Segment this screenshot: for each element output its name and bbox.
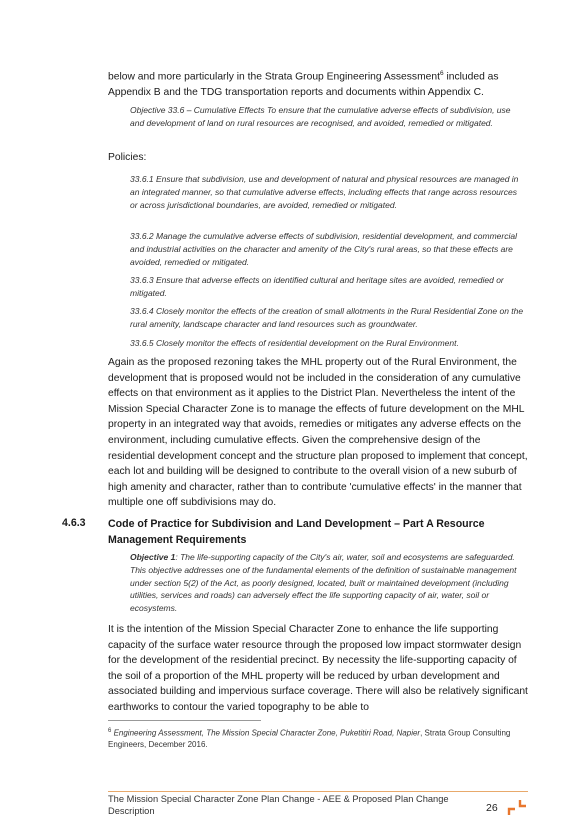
policy-33-6-2: 33.6.2 Manage the cumulative adverse effects of subdivision, residential development, and commercial and industrial activities on the character and amenity of the City's rural areas, so that these effects are avoided, remedied or mitigated. <box>130 231 517 267</box>
objective-33-6: Objective 33.6 – Cumulative Effects To ensure that the cumulative adverse effects of subdivision, use and development of land on rural resources are recognised, and avoided, remedied or mitigated. <box>130 105 511 128</box>
footnote-source: , Strata Group Consulting Engineers, December 2016. <box>108 728 511 750</box>
paragraph-again: Again as the proposed rezoning takes the MHL property out of the Rural Environment, the development that is proposed would not be included in the consideration of any cumulative effects on that environment as it applies to the District Plan. Nevertheless the intent of the Mission Special Character Zone is to manage the effects of future development on the MHL property in an integrated way that avoids, remedies or mitigates any adverse effects on the environment, including cumulative effects. Given the comprehensive design of the residential development concept and the structure plan proposed to implement that concept, each lot and building will be designed to contribute to the overall vision of a new suburb of high amenity and character, rather than to contribute 'cumulative effects' in the manner that multiple one off subdivisions may do. <box>108 357 528 509</box>
footer-title: The Mission Special Character Zone Plan Change - AEE & Proposed Plan Change Description <box>108 794 449 816</box>
footnote-marker: 6 <box>108 728 112 734</box>
policy-33-6-1: 33.6.1 Ensure that subdivision, use and development of natural and physical resources are managed in an integrated manner, so that cumulative adverse effects, including effects that range across resources or across jurisdictional boundaries, are avoided, remedied or mitigated. <box>130 174 519 210</box>
objective-1 <box>130 551 525 615</box>
objective-1-text: : The life-supporting capacity of the City's air, water, soil and ecosystems are safeguarded. This objective addresses one of the fundamental elements of the definition of sustainable management under section 5(2) of the Act, as poorly designed, located, built or maintained development (including utilities, services and roads) can adversely effect the life supporting capacity of air, water, soil or ecosystems. <box>130 552 517 614</box>
logo-mark-lower <box>509 809 515 815</box>
intro-paragraph <box>108 66 528 101</box>
section-title: Code of Practice for Subdivision and Land Development – Part A Resource Management Requirements <box>108 518 485 546</box>
intro-text: below and more particularly in the Strata Group Engineering Assessment <box>108 71 440 83</box>
footnote-reference[interactable]: 6 <box>439 70 444 77</box>
policy-33-6-4: 33.6.4 Closely monitor the effects of the creation of small allotments in the Rural Residential Zone on the rural amenity, landscape character and land resources such as groundwater. <box>130 306 524 329</box>
page-number: 26 <box>486 802 498 814</box>
footer-divider <box>108 791 528 792</box>
objective-1-label: Objective 1 <box>130 552 176 562</box>
brand-logo-icon <box>506 797 532 819</box>
policy-33-6-3: 33.6.3 Ensure that adverse effects on identified cultural and heritage sites are avoided, remedied or mitigated. <box>130 275 504 298</box>
footnote <box>108 726 528 751</box>
footnote-title: Engineering Assessment, The Mission Special Character Zone, Puketitiri Road, Napier <box>111 728 421 738</box>
logo-mark-upper <box>520 800 526 806</box>
section-number: 4.6.3 <box>62 517 86 529</box>
footnote-divider <box>108 720 261 721</box>
intro-text-continued: included as Appendix B and the TDG transportation reports and documents within Appendix C. <box>108 71 499 99</box>
paragraph-intention: It is the intention of the Mission Special Character Zone to enhance the life supporting capacity of the surface water resource through the proposed low impact stormwater design for the development of the residential precinct. By necessity the life-supporting capacity of the soil of a proportion of the MHL property will be reduced by urban development and associated building and impervious surface coverage. There will also be relatively significant earthworks to contour the varied topography to be able to <box>108 624 528 713</box>
policies-label: Policies: <box>108 152 147 163</box>
policy-33-6-5: 33.6.5 Closely monitor the effects of residential development on the Rural Environment. <box>130 338 459 348</box>
